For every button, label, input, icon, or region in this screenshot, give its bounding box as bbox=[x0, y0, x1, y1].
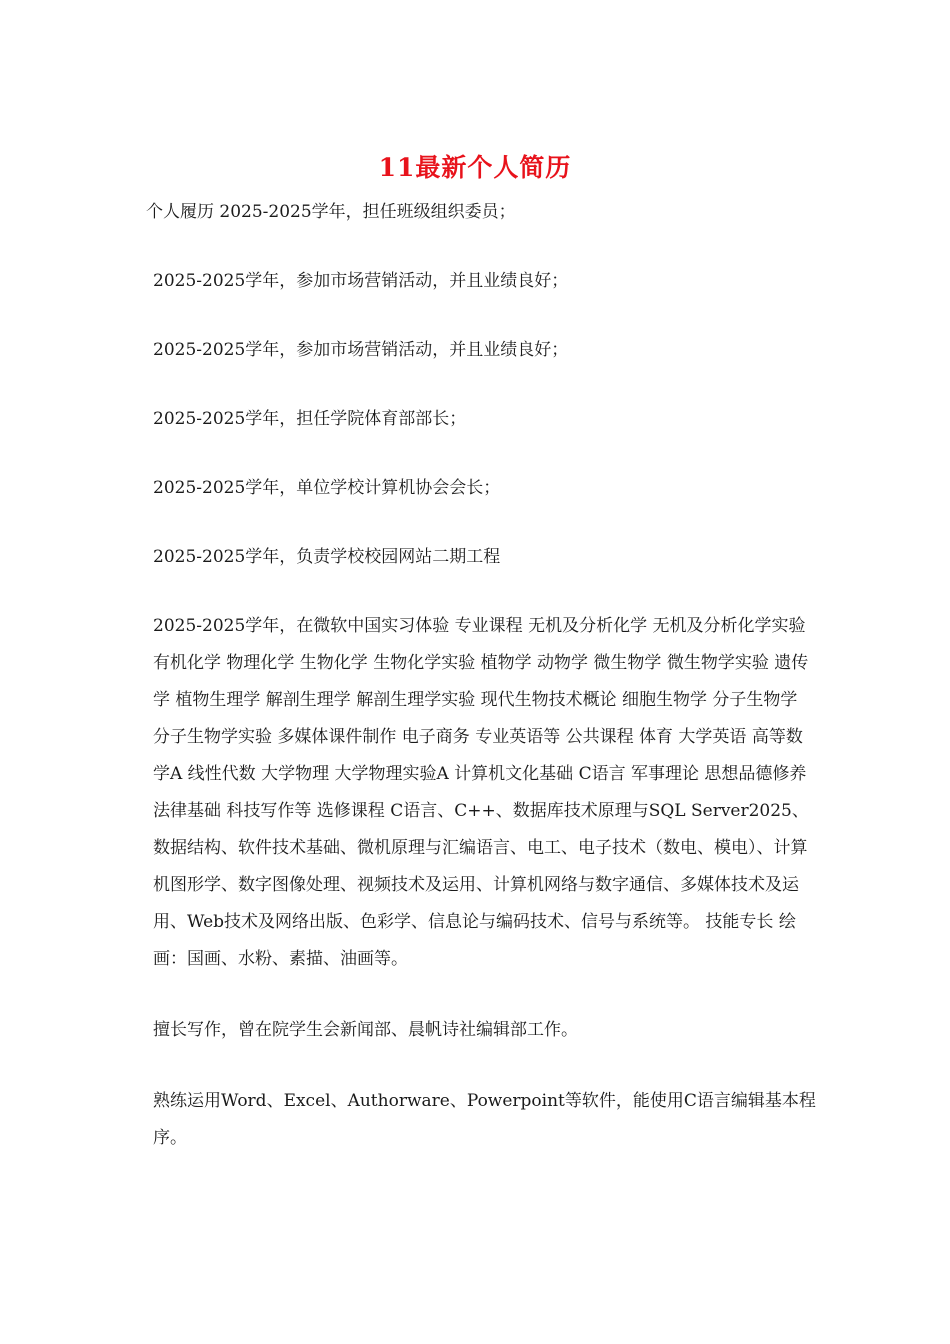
paragraph-8: 擅长写作，曾在院学生会新闻部、晨帆诗社编辑部工作。 bbox=[153, 1020, 578, 1040]
paragraph-1: 个人履历 2025-2025学年，担任班级组织委员； bbox=[146, 202, 516, 222]
document-title: 11最新个人简历 bbox=[378, 153, 572, 182]
paragraph-4: 2025-2025学年，担任学院体育部部长； bbox=[153, 409, 467, 429]
paragraph-2: 2025-2025学年，参加市场营销活动，并且业绩良好； bbox=[153, 271, 569, 291]
paragraph-9: 熟练运用Word、Excel、Authorware、Powerpoint等软件，能使用C语言编辑基本程序。 bbox=[153, 1091, 816, 1148]
document-body bbox=[146, 194, 818, 1157]
paragraph-5: 2025-2025学年，单位学校计算机协会会长； bbox=[153, 478, 501, 498]
paragraph-7: 2025-2025学年，在微软中国实习体验 专业课程 无机及分析化学 无机及分析化学实验 有机化学 物理化学 生物化学 生物化学实验 植物学 动物学 微生物学 微生物学实验 遗传学 植物生理学 解剖生理学 解剖生理学实验 现代生物技术概论 细胞生物学 分子生物学 分子生物学实验 多媒体课件制作 电子商务 专业英语等 公共课程 体育 大学英语 高等数学A 线性代数 大学物理 大学物理实验A 计算机文化基础 C语言 军事理论 思想品德修养 法律基础 科技写作等 选修课程 C语言、C++、数据库技术原理与SQL Server2025、数据结构、软件技术基础、微机原理与汇编语言、电工、电子技术（数电、模电）、计算机图形学、数字图像处理、视频技术及运用、计算机网络与数字通信、多媒体技术及运用、Web技术及网络出版、色彩学、信息论与编码技术、信号与系统等。 技能专长 绘画：国画、水粉、素描、油画等。 bbox=[153, 616, 809, 969]
paragraph-3: 2025-2025学年，参加市场营销活动，并且业绩良好； bbox=[153, 340, 569, 360]
paragraph-6: 2025-2025学年，负责学校校园网站二期工程 bbox=[153, 547, 501, 567]
